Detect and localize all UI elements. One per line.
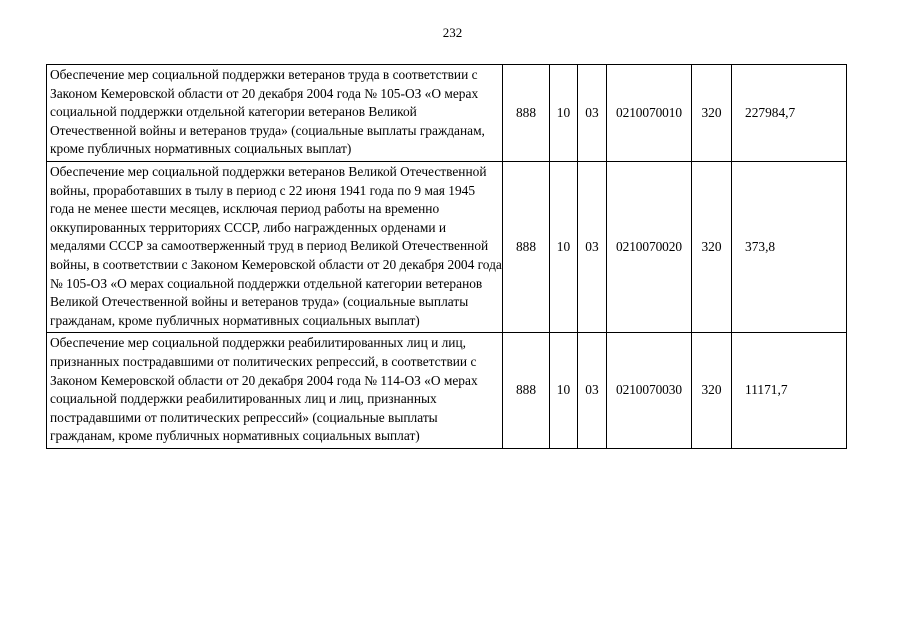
ministry-code: 888: [503, 161, 550, 332]
page-number: 232: [442, 25, 463, 40]
table-row: [47, 161, 847, 332]
row-description: Обеспечение мер социальной поддержки ветеранов труда в соответствии с Законом Кемеровской области от 20 декабря 2004 года № 105-ОЗ «О мерах социальной поддержки отдельной категории ветеранов Великой Отечественной войны и ветеранов труда» (социальные выплаты гражданам, кроме публичных нормативных социальных выплат): [47, 65, 503, 162]
row-description: Обеспечение мер социальной поддержки реабилитированных лиц и лиц, признанных пострадавшими от политических репрессий, в соответствии с Законом Кемеровской области от 20 декабря 2004 года № 114-ОЗ «О мерах социальной поддержки реабилитированных лиц и лиц, признанных пострадавшими от политических репрессий» (социальные выплаты гражданам, кроме публичных нормативных социальных выплат): [47, 333, 503, 449]
table-row: [47, 65, 847, 162]
amount-value: 373,8: [732, 161, 847, 332]
ministry-code: 888: [503, 65, 550, 162]
subsection-code: 03: [578, 65, 607, 162]
subsection-code: 03: [578, 333, 607, 449]
expense-type-code: 320: [692, 65, 732, 162]
section-code: 10: [550, 333, 578, 449]
budget-table: [46, 64, 847, 449]
expense-type-code: 320: [692, 333, 732, 449]
table-row: [47, 333, 847, 449]
subsection-code: 03: [578, 161, 607, 332]
target-article-code: 0210070010: [607, 65, 692, 162]
ministry-code: 888: [503, 333, 550, 449]
section-code: 10: [550, 161, 578, 332]
target-article-code: 0210070030: [607, 333, 692, 449]
section-code: 10: [550, 65, 578, 162]
amount-value: 11171,7: [732, 333, 847, 449]
expense-type-code: 320: [692, 161, 732, 332]
amount-value: 227984,7: [732, 65, 847, 162]
target-article-code: 0210070020: [607, 161, 692, 332]
row-description: Обеспечение мер социальной поддержки ветеранов Великой Отечественной войны, проработавших в тылу в период с 22 июня 1941 года по 9 мая 1945 года не менее шести месяцев, исключая период работы на временно оккупированных территориях СССР, либо награжденных орденами и медалями СССР за самоотверженный труд в период Великой Отечественной войны, в соответствии с Законом Кемеровской области от 20 декабря 2004 года № 105-ОЗ «О мерах социальной поддержки отдельной категории ветеранов Великой Отечественной войны и ветеранов труда» (социальные выплаты гражданам, кроме публичных нормативных социальных выплат): [47, 161, 503, 332]
